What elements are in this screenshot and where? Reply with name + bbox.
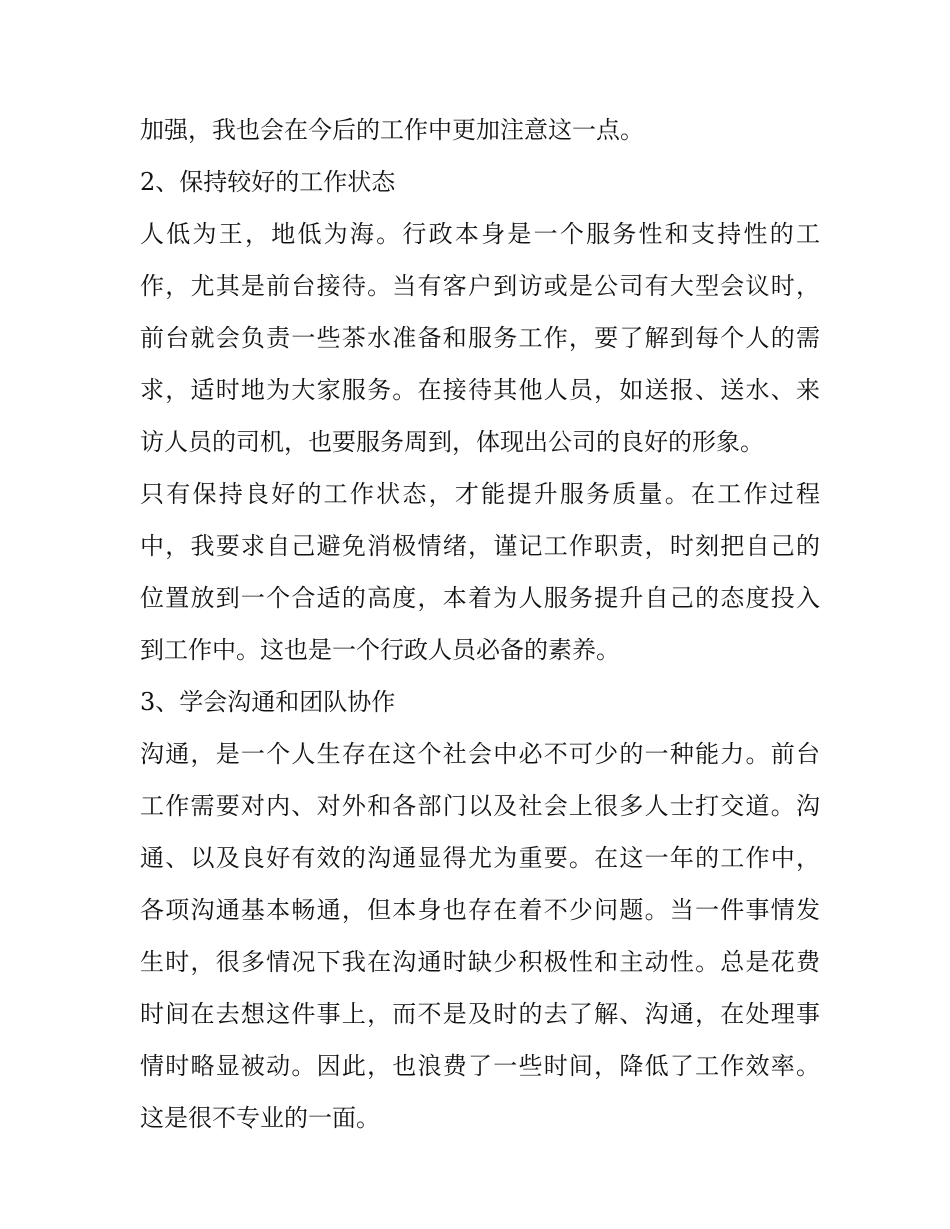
text-line: 人低为王，地低为海。行政本身是一个服务性和支持性的工: [140, 220, 820, 248]
text-line: 只有保持良好的工作状态，才能提升服务质量。在工作过程: [140, 480, 820, 508]
section-heading: 2、保持较好的工作状态: [140, 168, 396, 196]
text-line: 工作需要对内、对外和各部门以及社会上很多人士打交道。沟: [140, 792, 820, 820]
text-line: 求，适时地为大家服务。在接待其他人员，如送报、送水、来: [140, 376, 820, 404]
text-line: 通、以及良好有效的沟通显得尤为重要。在这一年的工作中，: [140, 844, 820, 872]
document-body: [140, 104, 820, 1144]
text-line: 情时略显被动。因此，也浪费了一些时间，降低了工作效率。: [140, 1052, 820, 1080]
text-line: 位置放到一个合适的高度，本着为人服务提升自己的态度投入: [140, 584, 820, 612]
text-line: 访人员的司机，也要服务周到，体现出公司的良好的形象。: [140, 428, 764, 456]
text-line: 各项沟通基本畅通，但本身也存在着不少问题。当一件事情发: [140, 896, 820, 924]
text-line: 沟通，是一个人生存在这个社会中必不可少的一种能力。前台: [140, 740, 820, 768]
text-line: 这是很不专业的一面。: [140, 1104, 380, 1132]
text-line: 中，我要求自己避免消极情绪，谨记工作职责，时刻把自己的: [140, 532, 820, 560]
text-line: 到工作中。这也是一个行政人员必备的素养。: [140, 636, 620, 664]
text-line: 加强，我也会在今后的工作中更加注意这一点。: [140, 116, 644, 144]
text-line: 作，尤其是前台接待。当有客户到访或是公司有大型会议时，: [140, 272, 820, 300]
text-line: 前台就会负责一些茶水准备和服务工作，要了解到每个人的需: [140, 324, 820, 352]
text-line: 时间在去想这件事上，而不是及时的去了解、沟通，在处理事: [140, 1000, 820, 1028]
text-line: 生时，很多情况下我在沟通时缺少积极性和主动性。总是花费: [140, 948, 820, 976]
section-heading: 3、学会沟通和团队协作: [140, 688, 396, 716]
